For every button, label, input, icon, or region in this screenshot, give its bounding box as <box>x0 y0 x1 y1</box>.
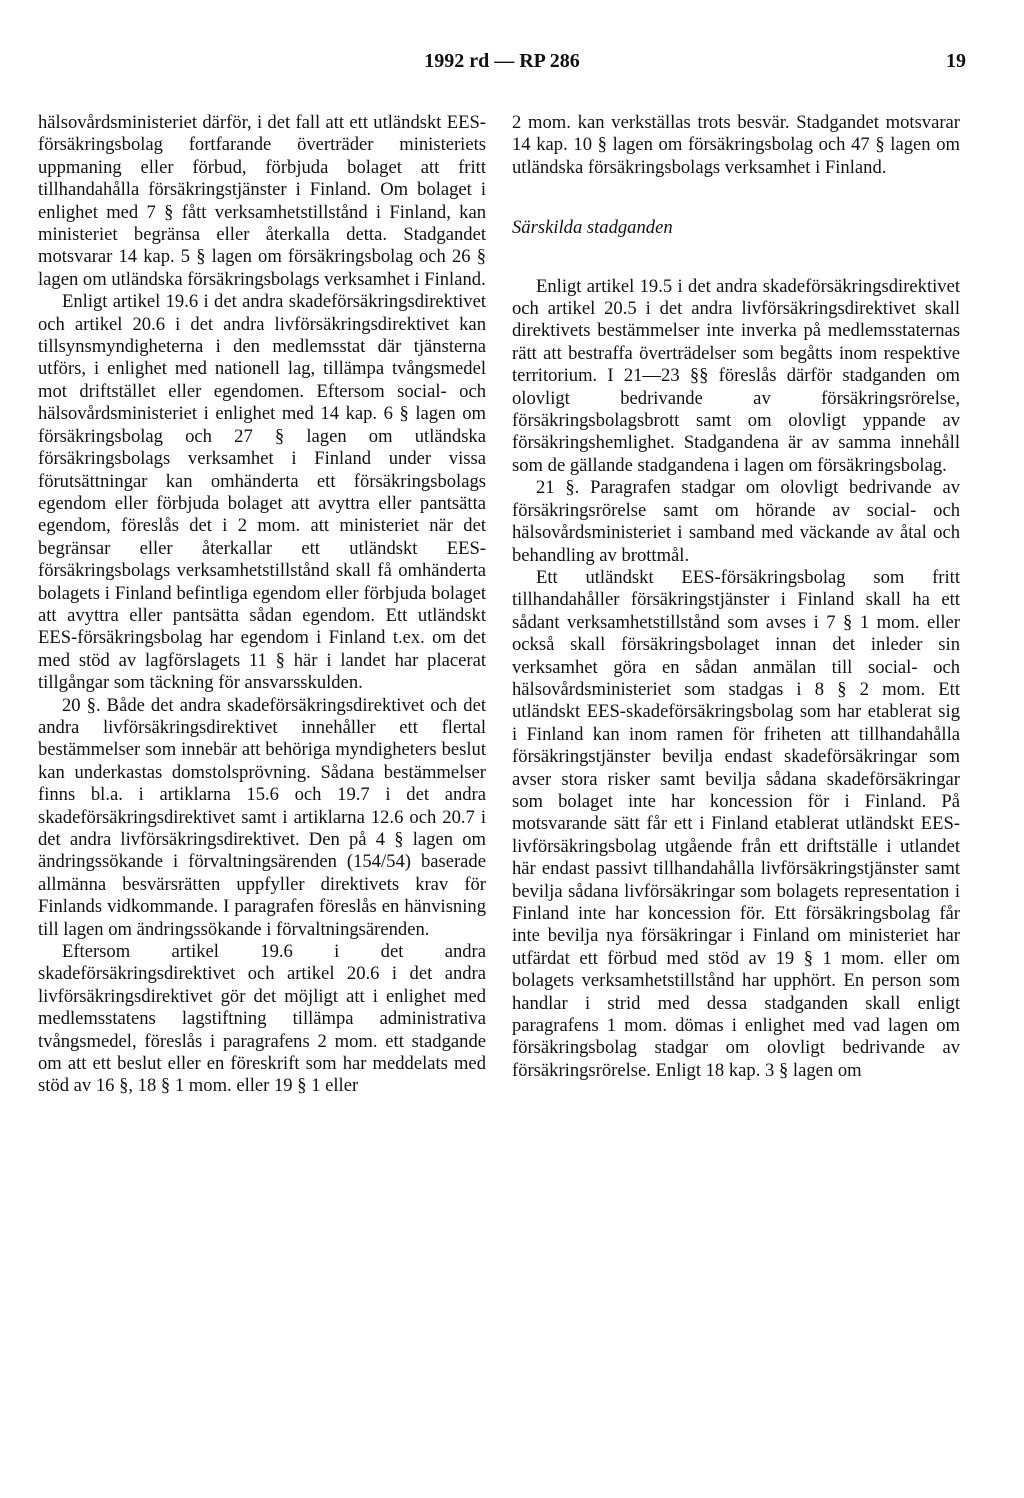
right-column <box>512 112 960 1082</box>
paragraph: Enligt artikel 19.5 i det andra skadeförsäkringsdirektivet och artikel 20.5 i det andra livförsäkringsdirektivet skall direktivets bestämmelser inte inverka på medlemsstaternas rätt att bestraffa överträdelser som begåtts inom respektive territorium. I 21—23 §§ föreslås därför stadganden om olovligt bedrivande av försäkringsrörelse, försäkringsbolagsbrott samt om olovligt yppande av försäkringshemlighet. Stadgandena är av samma innehåll som de gällande stadgandena i lagen om försäkringsbolag. <box>512 275 960 476</box>
header-title: 1992 rd — RP 286 <box>424 50 580 72</box>
paragraph: 20 §. Både det andra skadeförsäkringsdirektivet och det andra livförsäkringsdirektivet innehåller ett flertal bestämmelser som innebär att behöriga myndigheters beslut kan underkastas domstolsprövning. Sådana bestämmelser finns bl.a. i artiklarna 15.6 och 19.7 i det andra skadeförsäkringsdirektivet samt i artiklarna 12.6 och 20.7 i det andra livförsäkringsdirektivet. Den på 4 § lagen om ändringssökande i förvaltningsärenden (154/54) baserade allmänna besvärsrätten uppfyller direktivets krav för Finlands vidkommande. I paragrafen föreslås en hänvisning till lagen om ändringssökande i förvaltningsärenden. <box>38 694 486 940</box>
paragraph: Eftersom artikel 19.6 i det andra skadeförsäkringsdirektivet och artikel 20.6 i det andra livförsäkringsdirektivet gör det möjligt att i enlighet med medlemsstatens lagstiftning tillämpa administrativa tvångsmedel, föreslås i paragrafens 2 mom. ett stadgande om att ett beslut eller en föreskrift som har meddelats med stöd av 16 §, 18 § 1 mom. eller 19 § 1 eller <box>38 941 486 1097</box>
paragraph: 21 §. Paragrafen stadgar om olovligt bedrivande av försäkringsrörelse samt om hörande av social- och hälsovårdsministeriet i samband med väckande av åtal och behandling av brottmål. <box>512 477 960 566</box>
page-number: 19 <box>946 50 966 72</box>
section-heading: Särskilda stadganden <box>512 217 673 239</box>
left-column <box>38 112 486 1098</box>
page-header <box>38 50 966 78</box>
paragraph: hälsovårdsministeriet därför, i det fall att ett utländskt EES-försäkringsbolag fortfarande överträder ministeriets uppmaning eller förbud, förbjuda bolaget att fritt tillhandahålla försäkringstjänster i Finland. Om bolaget i enlighet med 7 § fått verksamhetstillstånd i Finland, kan ministeriet begränsa eller återkalla detta. Stadgandet motsvarar 14 kap. 5 § lagen om försäkringsbolag och 26 § lagen om utländska försäkringsbolags verksamhet i Finland. <box>38 112 486 290</box>
paragraph: Enligt artikel 19.6 i det andra skadeförsäkringsdirektivet och artikel 20.6 i det andra livförsäkringsdirektivet kan tillsynsmyndigheterna i den medlemsstat där tjänsterna utförs, i enlighet med nationell lag, tillämpa tvångsmedel mot driftstället eller egendomen. Eftersom social- och hälsovårdsministeriet i enlighet med 14 kap. 6 § lagen om försäkringsbolag och 27 § lagen om utländska försäkringsbolags verksamhet i Finland under vissa förutsättningar kan omhänderta ett försäkringsbolags egendom eller förbjuda bolaget att avyttra eller pantsätta egendom, föreslås det i 2 mom. att ministeriet när det begränsar eller återkallar ett utländskt EES-försäkringsbolags verksamhetstillstånd skall få omhänderta bolagets i Finland befintliga egendom eller förbjuda bolaget att avyttra eller pantsätta sådan egendom. Ett utländskt EES-försäkringsbolag har egendom i Finland t.ex. om det med stöd av lagförslagets 11 § här i landet har placerat tillgångar som täckning för ansvarsskulden. <box>38 291 486 694</box>
paragraph: Ett utländskt EES-försäkringsbolag som fritt tillhandahåller försäkringstjänster i Finland skall ha ett sådant verksamhetstillstånd som avses i 7 § 1 mom. eller också skall försäkringsbolaget innan det inleder sin verksamhet göra en sådan anmälan till social- och hälsovårdsministeriet som stadgas i 8 § 2 mom. Ett utländskt EES-skadeförsäkringsbolag som har etablerat sig i Finland kan inom ramen för friheten att tillhandahålla försäkringstjänster bevilja endast skadeförsäkringar som avser stora risker samt bevilja sådana skadeförsäkringar som bolaget inte har koncession för i Finland. På motsvarande sätt får ett i Finland etablerat utländskt EES-livförsäkringsbolag utgående från ett driftställe i utlandet här endast passivt tillhandahålla livförsäkringstjänster samt bevilja sådana livförsäkringar som bolagets representation i Finland inte har koncession för. Ett försäkringsbolag får inte bevilja nya försäkringar i Finland om ministeriet har utfärdat ett förbud med stöd av 19 § 1 mom. eller om bolagets verksamhetstillstånd har upphört. En person som handlar i strid med dessa stadganden skall enligt paragrafens 1 mom. dömas i enlighet med vad lagen om försäkringsbolag stadgar om olovligt bedrivande av försäkringsrörelse. Enligt 18 kap. 3 § lagen om <box>512 566 960 1081</box>
paragraph: 2 mom. kan verkställas trots besvär. Stadgandet motsvarar 14 kap. 10 § lagen om försäkringsbolag och 47 § lagen om utländska försäkringsbolags verksamhet i Finland. <box>512 112 960 178</box>
